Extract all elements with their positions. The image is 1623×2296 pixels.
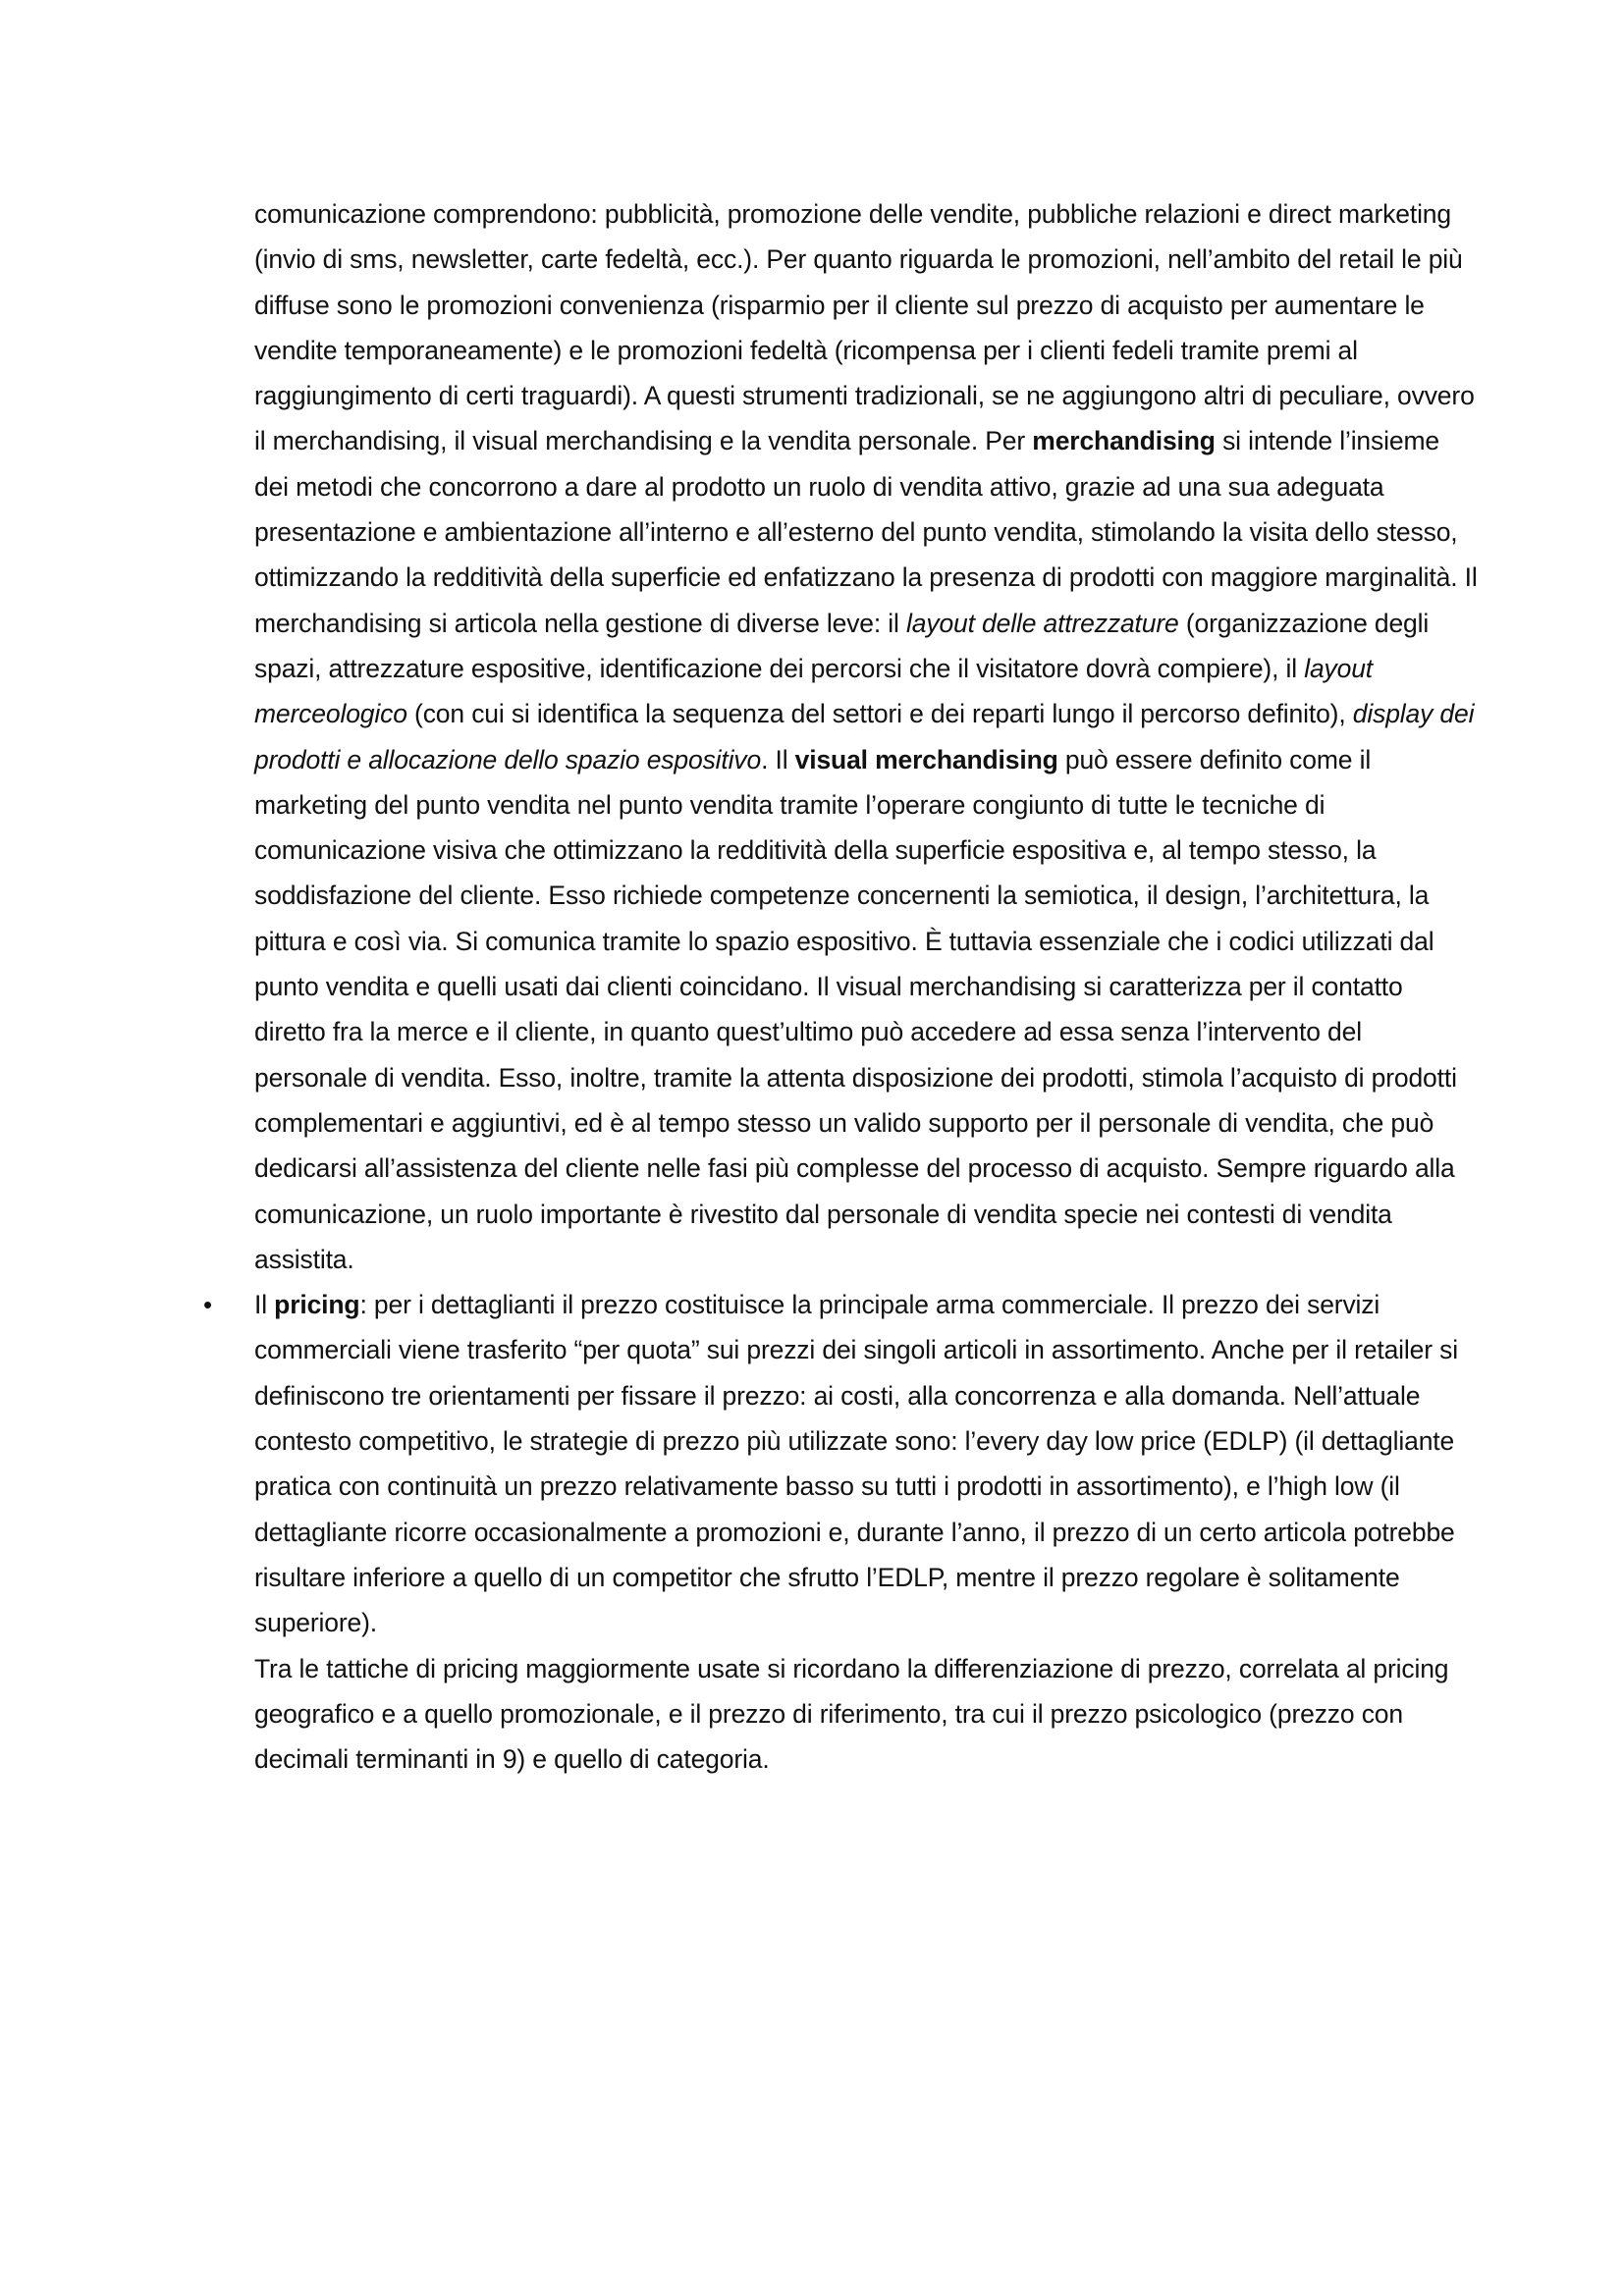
term-merchandising: merchandising bbox=[1032, 426, 1216, 456]
term-layout-merceologico: layout merceologico bbox=[254, 653, 1374, 729]
text-run: : per i dettaglianti il prezzo costituisce la principale arma commerciale. Il prezzo dei servizi commerciali viene trasferito “per quota” sui prezzi dei singoli articoli in assortimento. Anche per il retailer si definiscono tre orientamenti per fissare il prezzo: ai costi, alla concorrenza e alla domanda. Nell’attuale contesto competitivo, le strategie di prezzo più utilizzate sono: l’every day low price (EDLP) (il dettagliante pratica con continuità un prezzo relativamente basso su tutti i prodotti in assortimento), e l’high low (il dettagliante ricorre occasionalmente a promozioni e, durante l’anno, il prezzo di un certo articola potrebbe risultare inferiore a quello di un competitor che sfrutto l’EDLP, mentre il prezzo regolare è solitamente superiore). bbox=[254, 1290, 1458, 1638]
paragraph-pricing-tactics: Tra le tattiche di pricing maggiormente usate si ricordano la differenziazione di prezzo, correlata al pricing geografico e a quello promozionale, e il prezzo di riferimento, tra cui il prezzo psicologico (prezzo con decimali terminanti in 9) e quello di categoria. bbox=[254, 1653, 1449, 1775]
paragraph-pricing bbox=[254, 1282, 1478, 1645]
text-run: Il bbox=[254, 1290, 267, 1320]
text-run: può essere definito come il marketing del punto vendita nel punto vendita tramite l’operare congiunto di tutte le tecniche di comunicazione visiva che ottimizzano la redditività della superficie espositiva e, al tempo stesso, la soddisfazione del cliente. Esso richiede competenze concernenti la semiotica, il design, l’architettura, la pittura e così via. Si comunica tramite lo spazio espositivo. È tuttavia essenziale che i codici utilizzati dal punto vendita e quelli usati dai clienti coincidano. Il visual merchandising si caratterizza per il contatto diretto fra la merce e il cliente, in quanto quest’ultimo può accedere ad essa senza l’intervento del personale di vendita. Esso, inoltre, tramite la attenta disposizione dei prodotti, stimola l’acquisto di prodotti complementari e aggiuntivi, ed è al tempo stesso un valido supporto per il personale di vendita, che può dedicarsi all’assistenza del cliente nelle fasi più complesse del processo di acquisto. Sempre riguardo alla comunicazione, un ruolo importante è rivestito dal personale di vendita specie nei contesti di vendita assistita. bbox=[254, 744, 1457, 1274]
text-run: (organizzazione degli spazi, attrezzature espositive, identificazione dei percorsi che il visitatore dovrà compiere), il bbox=[254, 608, 1430, 683]
term-display-allocazione: display dei prodotti e allocazione dello spazio espositivo bbox=[254, 699, 1475, 774]
paragraph-communication-merchandising bbox=[254, 191, 1478, 1282]
text-run: comunicazione comprendono: pubblicità, promozione delle vendite, pubbliche relazioni e direct marketing (invio di sms, newsletter, carte fedeltà, ecc.). Per quanto riguarda le promozioni, nell’ambito del retail le più diffuse sono le promozioni convenienza (risparmio per il cliente sul prezzo di acquisto per aumentare le vendite temporaneamente) e le promozioni fedeltà (ricompensa per i clienti fedeli tramite premi al raggiungimento di certi traguardi). A questi strumenti tradizionali, se ne aggiungono altri di peculiare, ovvero il merchandising, il visual merchandising e la vendita personale. Per bbox=[254, 199, 1475, 456]
term-pricing: pricing bbox=[274, 1290, 360, 1320]
term-visual-merchandising: visual merchandising bbox=[794, 744, 1058, 774]
term-layout-attrezzature: layout delle attrezzature bbox=[906, 608, 1179, 638]
bullet-item-pricing bbox=[203, 1282, 1478, 1645]
text-run: . Il bbox=[761, 744, 788, 774]
body-text bbox=[203, 191, 1478, 1782]
bullet-marker: • bbox=[203, 1290, 212, 1320]
text-run: si intende l’insieme dei metodi che concorrono a dare al prodotto un ruolo di vendita attivo, grazie ad una sua adeguata presentazione e ambientazione all’interno e all’esterno del punto vendita, stimolando la visita dello stesso, ottimizzando la redditività della superficie ed enfatizzano la presenza di prodotti con maggiore marginalità. Il merchandising si articola nella gestione di diverse leve: il bbox=[254, 426, 1478, 638]
text-run: (con cui si identifica la sequenza del settori e dei reparti lungo il percorso definito), bbox=[414, 699, 1346, 729]
